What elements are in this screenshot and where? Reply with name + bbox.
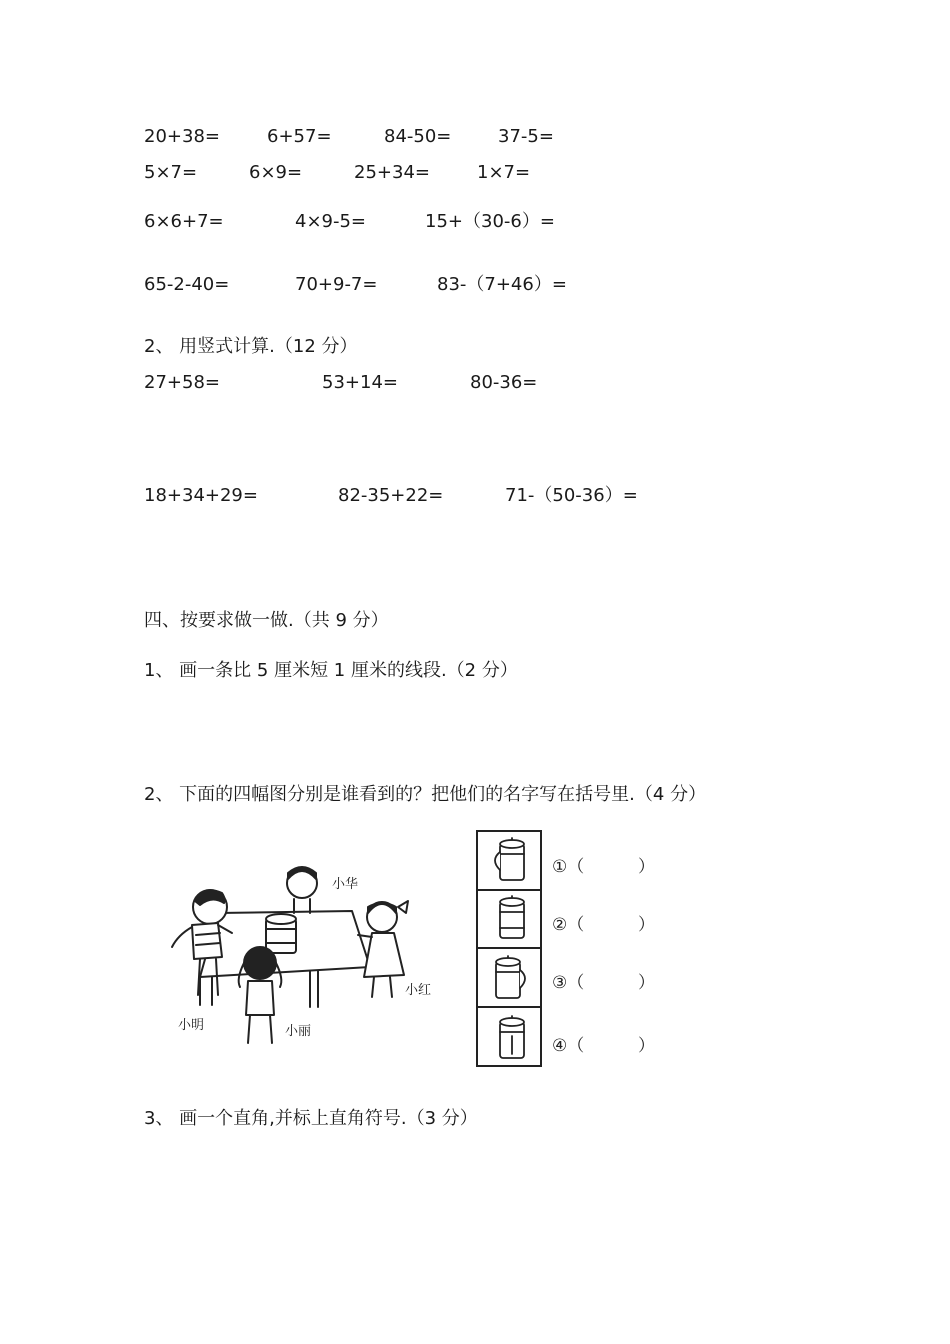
vertical-item: 82-35+22= <box>338 485 444 506</box>
vertical-item: 27+58= <box>144 372 220 393</box>
arith-item: 20+38= <box>144 126 220 147</box>
arith-item: 25+34= <box>354 162 430 183</box>
question-2: 2、 下面的四幅图分别是谁看到的？把他们的名字写在括号里.（4 分） <box>144 784 707 805</box>
view-close-1: ） <box>638 857 655 877</box>
label-xiaoming: 小明 <box>178 1018 205 1033</box>
view-close-4: ） <box>638 1036 655 1056</box>
section4-heading: 四、按要求做一做.（共 9 分） <box>144 610 389 631</box>
arith-item: 70+9-7= <box>295 274 378 295</box>
arith-item: 83-（7+46）= <box>437 274 567 295</box>
arith-item: 6×6+7= <box>144 211 224 232</box>
view-label-1: ①（ <box>552 857 585 877</box>
arith-item: 5×7= <box>144 162 198 183</box>
view-label-4: ④（ <box>552 1036 585 1056</box>
vertical-heading: 2、 用竖式计算.（12 分） <box>144 336 358 357</box>
vertical-item: 18+34+29= <box>144 485 258 506</box>
vertical-item: 71-（50-36）= <box>505 485 638 506</box>
view-close-3: ） <box>638 973 655 993</box>
label-xiaoli: 小丽 <box>285 1024 312 1039</box>
view-boxes <box>476 830 546 1068</box>
arith-item: 1×7= <box>477 162 531 183</box>
label-xiaohong: 小红 <box>405 983 432 998</box>
arith-item: 84-50= <box>384 126 452 147</box>
arith-item: 65-2-40= <box>144 274 230 295</box>
view-label-2: ②（ <box>552 915 585 935</box>
arith-item: 4×9-5= <box>295 211 367 232</box>
arith-item: 6×9= <box>249 162 303 183</box>
view-close-2: ） <box>638 915 655 935</box>
label-xiaohua: 小华 <box>332 877 359 892</box>
arith-item: 15+（30-6）= <box>425 211 555 232</box>
vertical-item: 80-36= <box>470 372 538 393</box>
vertical-item: 53+14= <box>322 372 398 393</box>
question-3: 3、 画一个直角,并标上直角符号.（3 分） <box>144 1108 478 1129</box>
question-1: 1、 画一条比 5 厘米短 1 厘米的线段.（2 分） <box>144 660 518 681</box>
view-label-3: ③（ <box>552 973 585 993</box>
arith-item: 37-5= <box>498 126 554 147</box>
arith-item: 6+57= <box>267 126 332 147</box>
